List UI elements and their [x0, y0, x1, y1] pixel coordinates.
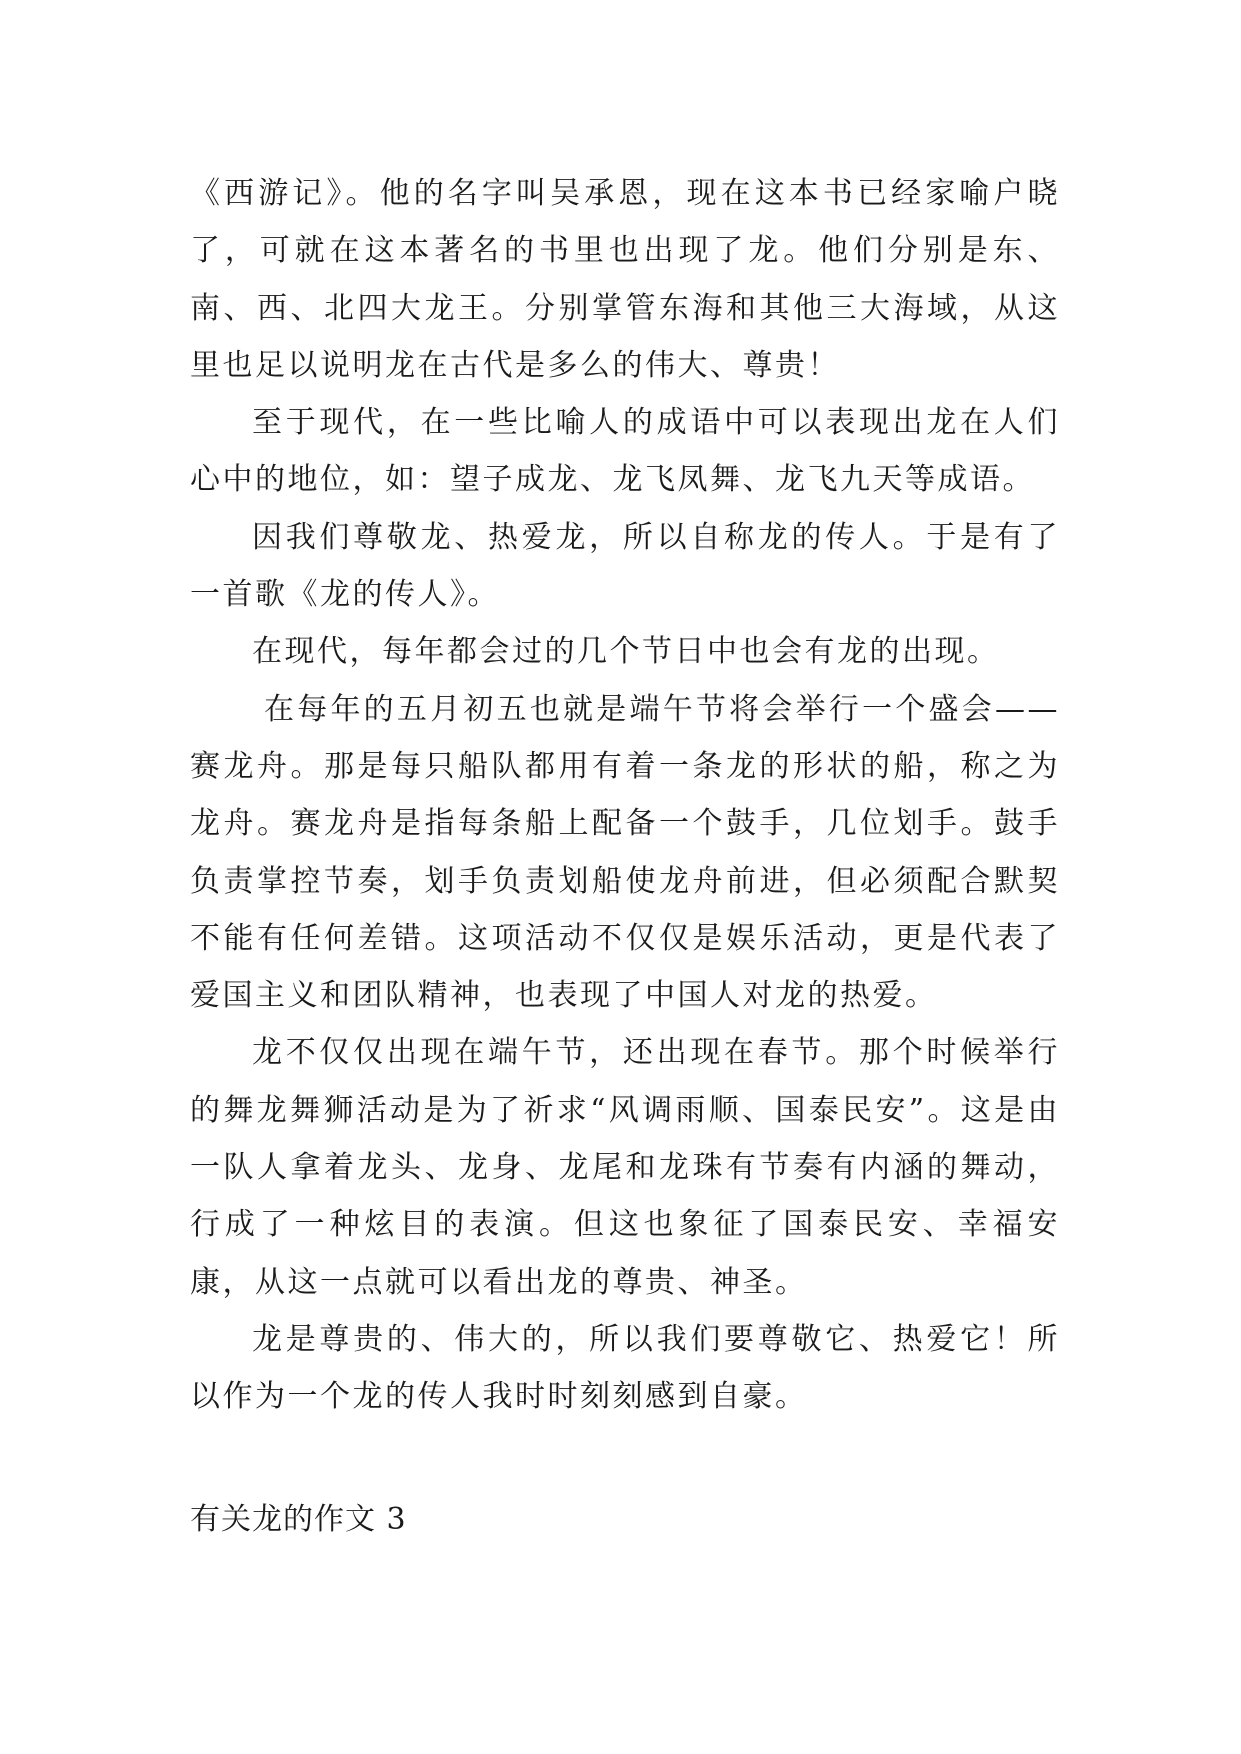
- paragraph-modern-idioms: 至于现代，在一些比喻人的成语中可以表现出龙在人们心中的地位，如：望子成龙、龙飞凤舞、龙飞九天等成语。: [190, 405, 1060, 498]
- paragraph-spring-festival: 龙不仅仅出现在端午节，还出现在春节。那个时候举行的舞龙舞狮活动是为了祈求“风调雨顺、国泰民安”。这是由一队人拿着龙头、龙身、龙尾和龙珠有节奏有内涵的舞动，行成了一种炫目的表演。但这也象征了国泰民安、幸福安康，从这一点就可以看出龙的尊贵、神圣。: [190, 1035, 1060, 1300]
- section-heading: 有关龙的作文 3: [190, 1502, 407, 1537]
- essay-body: [190, 165, 1060, 1426]
- paragraph-journey-to-the-west: 《西游记》。他的名字叫吴承恩，现在这本书已经家喻户晓了，可就在这本著名的书里也出现了龙。他们分别是东、南、西、北四大龙王。分别掌管东海和其他三大海域，从这里也足以说明龙在古代是多么的伟大、尊贵！: [190, 176, 1060, 383]
- paragraph-festivals-intro: 在现代，每年都会过的几个节日中也会有龙的出现。: [252, 634, 1000, 670]
- paragraph-dragon-boat: 在每年的五月初五也就是端午节将会举行一个盛会——赛龙舟。那是每只船队都用有着一条龙的形状的船，称之为龙舟。赛龙舟是指每条船上配备一个鼓手，几位划手。鼓手负责掌控节奏，划手负责划船使龙舟前进，但必须配合默契不能有任何差错。这项活动不仅仅是娱乐活动，更是代表了爱国主义和团队精神，也表现了中国人对龙的热爱。: [190, 691, 1060, 1014]
- paragraph-descendants-of-dragon: 因我们尊敬龙、热爱龙，所以自称龙的传人。于是有了一首歌《龙的传人》。: [190, 519, 1060, 613]
- paragraph-conclusion: 龙是尊贵的、伟大的，所以我们要尊敬它、热爱它！所以作为一个龙的传人我时时刻刻感到自豪。: [190, 1321, 1060, 1415]
